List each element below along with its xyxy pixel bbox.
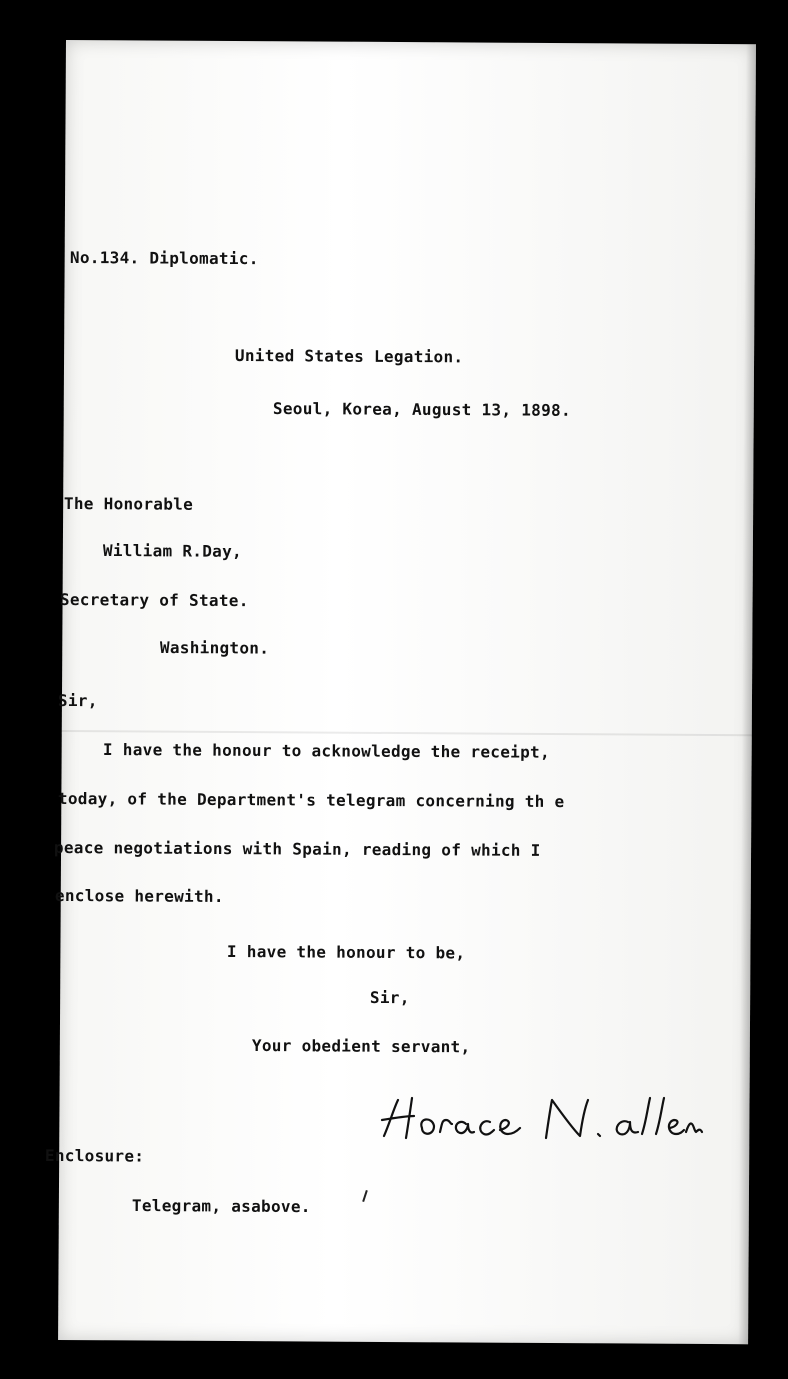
enclosure-heading: Enclosure: [44, 1146, 145, 1166]
sheet-edge-shadow [738, 44, 756, 1344]
body-line-1: I have the honour to acknowledge the receipt, [102, 740, 550, 762]
body-line-2: today, of the Department's telegram concerning th e [57, 789, 565, 812]
recipient-honorific: The Honorable [63, 494, 194, 514]
legation-heading: United States Legation. [234, 346, 464, 367]
recipient-name: William R.Day, [102, 541, 243, 561]
body-line-4: enclose herewith. [54, 886, 224, 907]
place-date: Seoul, Korea, August 13, 1898. [272, 399, 571, 420]
body-line-3: peace negotiations with Spain, reading of which I [53, 838, 541, 860]
closing-line-3: Your obedient servant, [251, 1036, 471, 1057]
closing-line-1: I have the honour to be, [226, 942, 466, 963]
salutation: Sir, [57, 691, 98, 711]
sheet-fold-line [62, 730, 752, 736]
closing-line-2: Sir, [369, 988, 410, 1008]
enclosure-item: Telegram, asabove. [131, 1196, 311, 1217]
reference-number: No.134. Diplomatic. [69, 248, 259, 269]
recipient-title: Secretary of State. [59, 590, 249, 611]
recipient-location: Washington. [159, 638, 270, 658]
handwritten-signature [376, 1092, 706, 1152]
signature-drawing [376, 1092, 706, 1152]
